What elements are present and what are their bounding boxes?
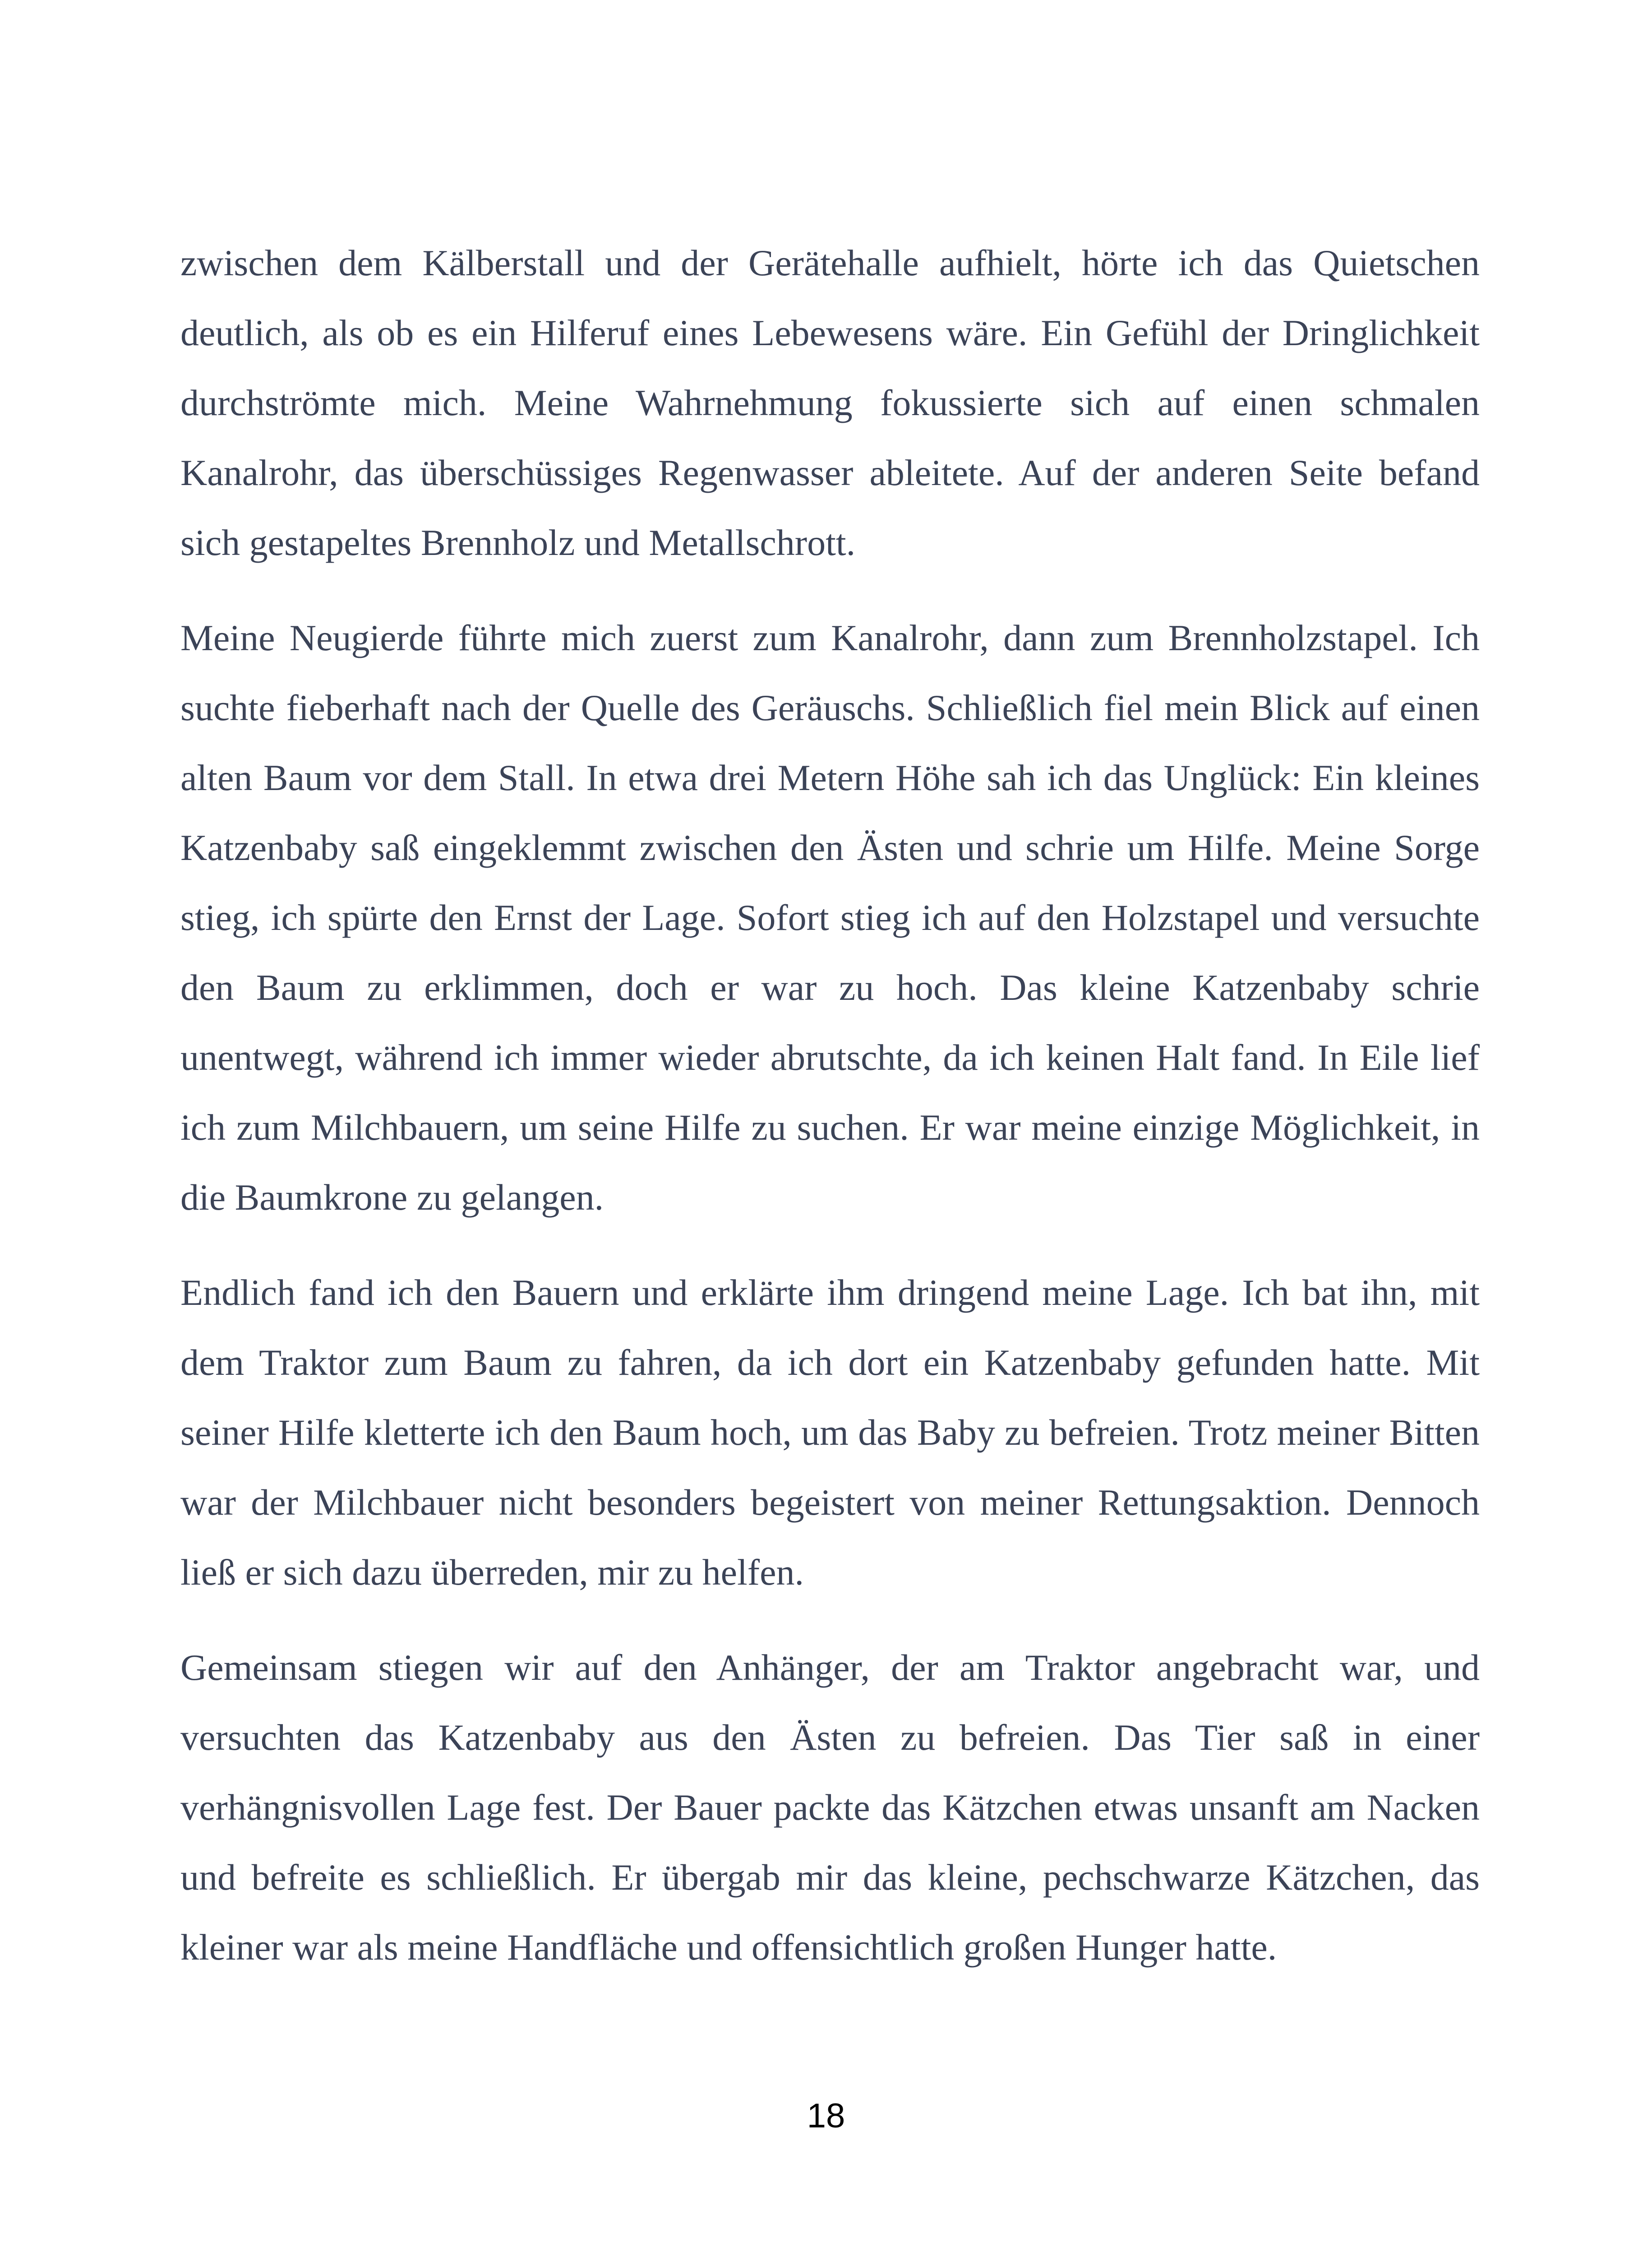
paragraph-3: Endlich fand ich den Bauern und erklärte ihm dringend meine Lage. Ich bat ihn, mit dem Traktor zum Baum zu fahren, da ich dort ein Katzenbaby gefunden hatte. Mit seiner Hilfe kletterte ich den Baum hoch, um das Baby zu befreien. Trotz meiner Bitten war der Milchbauer nicht besonders begeistert von meiner Rettungsaktion. Dennoch ließ er sich dazu überreden, mir zu helfen. xyxy=(180,1272,1480,1593)
body-text xyxy=(180,228,1480,2007)
paragraph-1: zwischen dem Kälberstall und der Gerätehalle aufhielt, hörte ich das Quietschen deutlich, als ob es ein Hilferuf eines Lebewesens wäre. Ein Gefühl der Dringlichkeit durchströmte mich. Meine Wahrnehmung fokussierte sich auf einen schmalen Kanalrohr, das überschüssiges Regenwasser ableitete. Auf der anderen Seite befand sich gestapeltes Brennholz und Metallschrott. xyxy=(180,242,1480,563)
paragraph-2: Meine Neugierde führte mich zuerst zum Kanalrohr, dann zum Brennholzstapel. Ich suchte fieberhaft nach der Quelle des Geräuschs. Schließlich fiel mein Blick auf einen alten Baum vor dem Stall. In etwa drei Metern Höhe sah ich das Unglück: Ein kleines Katzenbaby saß eingeklemmt zwischen den Ästen und schrie um Hilfe. Meine Sorge stieg, ich spürte den Ernst der Lage. Sofort stieg ich auf den Holzstapel und versuchte den Baum zu erklimmen, doch er war zu hoch. Das kleine Katzenbaby schrie unentwegt, während ich immer wieder abrutschte, da ich keinen Halt fand. In Eile lief ich zum Milchbauern, um seine Hilfe zu suchen. Er war meine einzige Möglichkeit, in die Baumkrone zu gelangen. xyxy=(180,617,1480,1218)
paragraph-4: Gemeinsam stiegen wir auf den Anhänger, der am Traktor angebracht war, und versuchten das Katzenbaby aus den Ästen zu befreien. Das Tier saß in einer verhängnisvollen Lage fest. Der Bauer packte das Kätzchen etwas unsanft am Nacken und befreite es schließlich. Er übergab mir das kleine, pechschwarze Kätzchen, das kleiner war als meine Handfläche und offensichtlich großen Hunger hatte. xyxy=(180,1647,1480,1968)
page-number: 18 xyxy=(807,2097,845,2135)
